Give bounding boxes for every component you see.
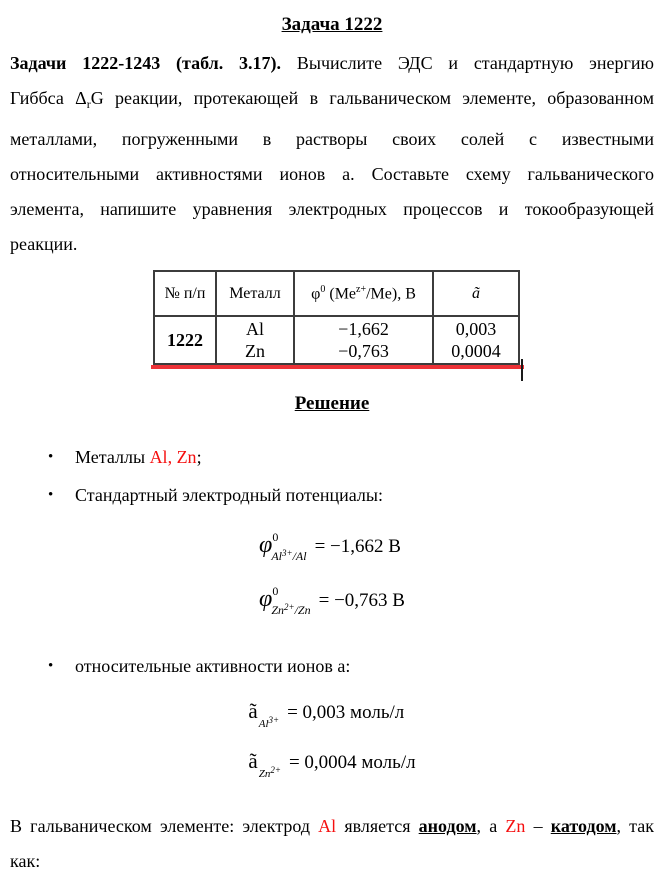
problem-line-6: реакции. bbox=[10, 234, 78, 254]
conclusion-line-1 bbox=[10, 809, 654, 844]
metal-1: Al bbox=[246, 319, 264, 339]
equation-value: = 0,0004 моль/л bbox=[288, 752, 416, 773]
phi-charge-sup: z+ bbox=[356, 283, 367, 295]
bullet-activities bbox=[10, 654, 654, 679]
ion: Zn bbox=[271, 603, 284, 617]
bullet-marker: • bbox=[48, 658, 54, 674]
cell-activities bbox=[433, 316, 519, 364]
data-table-wrapper bbox=[153, 270, 654, 369]
bullet-marker: • bbox=[48, 449, 54, 465]
red-underline-rule bbox=[151, 365, 524, 369]
equation-value: = 0,003 моль/л bbox=[287, 702, 405, 723]
bullet-metals-pre: Металлы bbox=[75, 447, 150, 467]
potential-equation-al bbox=[259, 520, 405, 574]
conclusion-line-2: как: bbox=[10, 851, 41, 871]
solution-heading-text: Решение bbox=[294, 393, 370, 414]
cell-problem-number bbox=[154, 316, 216, 364]
table-row bbox=[154, 316, 519, 364]
col-header-potential bbox=[294, 271, 433, 316]
conclusion-text: , а bbox=[476, 816, 506, 836]
problem-line-5: элемента, напишите уравнения электродных процессов и токообразующей bbox=[10, 199, 654, 219]
problem-line-2 bbox=[10, 81, 654, 122]
problem-line-1 bbox=[10, 46, 654, 81]
problem-line-1-rest: Вычислите ЭДС и стандартную энергию bbox=[281, 53, 654, 73]
ion-charge: 2+ bbox=[270, 765, 281, 775]
bullet-activities-text: относительные активности ионов а: bbox=[75, 656, 351, 676]
anode-metal: Al bbox=[318, 816, 337, 836]
page-title-text: Задача 1222 bbox=[281, 14, 383, 35]
phi-sup: 0 bbox=[320, 283, 326, 295]
problem-lead-bold: Задачи 1222-1243 (табл. 3.17). bbox=[10, 53, 282, 73]
ion-charge: 3+ bbox=[268, 715, 280, 725]
ion: Zn bbox=[258, 768, 271, 780]
metal: Zn bbox=[297, 603, 311, 617]
problem-number: 1222 bbox=[167, 329, 203, 350]
solution-heading bbox=[10, 393, 654, 415]
phi-symbol: φ bbox=[259, 586, 273, 612]
phi-sup: 0 bbox=[272, 584, 279, 598]
a-tilde-symbol: ã bbox=[248, 699, 258, 723]
col-header-metal-label: Металл bbox=[229, 284, 281, 302]
col-header-metal bbox=[216, 271, 294, 316]
phi-symbol: φ bbox=[311, 285, 321, 303]
table-header-row bbox=[154, 271, 519, 316]
potential-2: −0,763 bbox=[338, 341, 389, 361]
conclusion-text: В гальваническом элементе: электрод bbox=[10, 816, 319, 836]
anode-term: анодом bbox=[418, 816, 477, 836]
ion: Al bbox=[258, 718, 269, 730]
a-subscript bbox=[258, 715, 280, 730]
bullet-marker: • bbox=[48, 487, 54, 503]
phi-sup: 0 bbox=[272, 530, 279, 544]
separator: / bbox=[294, 603, 298, 617]
col-header-num bbox=[154, 271, 216, 316]
problem-statement bbox=[10, 46, 654, 262]
conclusion-text: , так bbox=[616, 816, 654, 836]
problem-line-4: относительными активностями ионов а. Составьте схему гальванического bbox=[10, 164, 654, 184]
standard-potential-equations bbox=[259, 520, 405, 628]
bullet-potentials-text: Стандартный электродный потенциалы: bbox=[75, 485, 383, 505]
phi-tail: /Me), В bbox=[366, 285, 416, 303]
activity-symbol: ã bbox=[472, 284, 480, 302]
conclusion-paragraph bbox=[10, 809, 654, 879]
bullet-potentials bbox=[10, 483, 654, 508]
activity-equation-zn bbox=[248, 743, 415, 793]
separator: / bbox=[292, 549, 296, 563]
activity-equation-al bbox=[248, 693, 415, 743]
phi-subscript bbox=[271, 603, 310, 617]
col-header-activity bbox=[433, 271, 519, 316]
equation-value: = −0,763 В bbox=[318, 590, 405, 611]
a-subscript bbox=[258, 765, 281, 780]
potential-1: −1,662 bbox=[338, 319, 389, 339]
problem-line-2-pre: Гиббса Δ bbox=[10, 88, 87, 108]
cathode-metal: Zn bbox=[505, 816, 526, 836]
ion-activity-equations bbox=[248, 693, 415, 793]
bullet-metals-text bbox=[75, 445, 202, 470]
delta-subscript: r bbox=[86, 97, 91, 111]
bullet-metals-red: Al, Zn bbox=[149, 447, 197, 467]
activity-1: 0,003 bbox=[455, 319, 497, 339]
problem-line-2-post: G реакции, протекающей в гальваническом элементе, образованном bbox=[90, 88, 654, 108]
text-cursor bbox=[521, 359, 523, 381]
page-title bbox=[10, 14, 654, 36]
problem-line-3: металлами, погруженными в растворы своих солей с известными bbox=[10, 129, 654, 149]
conclusion-text: – bbox=[525, 816, 551, 836]
bullet-metals-post: ; bbox=[196, 447, 202, 467]
bullet-metals bbox=[10, 445, 654, 470]
cathode-term: катодом bbox=[550, 816, 617, 836]
phi-subscript bbox=[271, 549, 306, 563]
phi-mid: (Me bbox=[325, 285, 357, 303]
activity-2: 0,0004 bbox=[451, 341, 501, 361]
metal: Al bbox=[295, 549, 307, 563]
ion: Al bbox=[271, 549, 282, 563]
cell-metals bbox=[216, 316, 294, 364]
equation-value: = −1,662 В bbox=[314, 536, 401, 557]
col-header-num-label: № п/п bbox=[164, 284, 206, 302]
ion-charge: 3+ bbox=[281, 548, 293, 558]
potential-equation-zn bbox=[259, 574, 405, 628]
metal-2: Zn bbox=[245, 341, 265, 361]
conclusion-text: является bbox=[336, 816, 419, 836]
a-tilde-symbol: ã bbox=[248, 749, 258, 773]
phi-symbol: φ bbox=[259, 532, 273, 558]
data-table bbox=[153, 270, 520, 365]
ion-charge: 2+ bbox=[284, 602, 295, 612]
cell-potentials bbox=[294, 316, 433, 364]
